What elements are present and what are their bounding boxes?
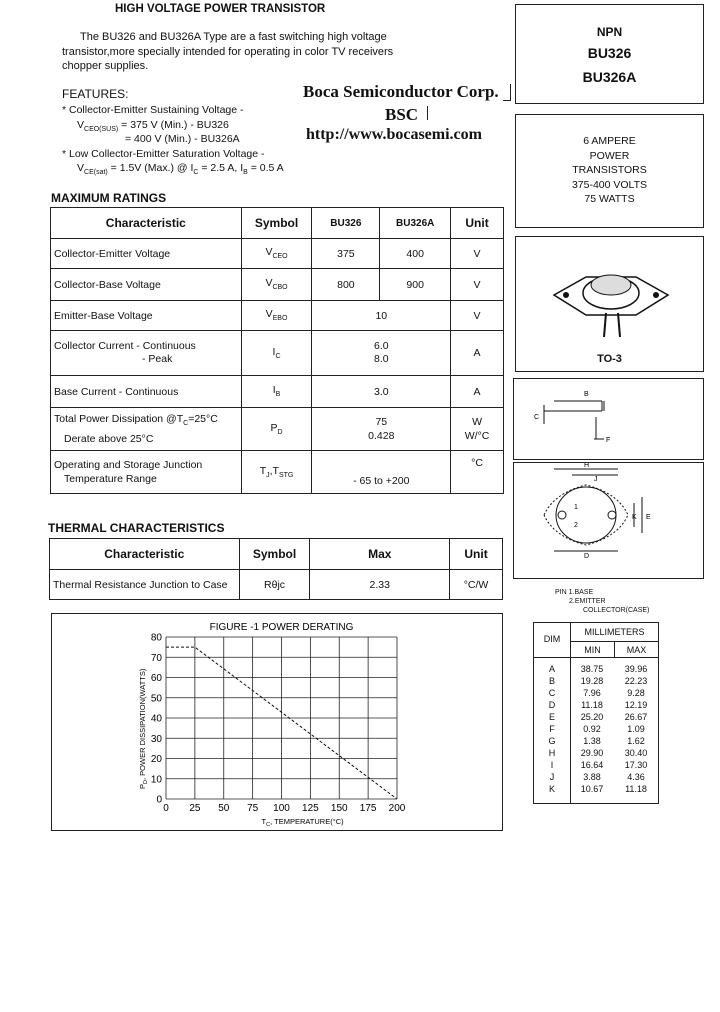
dim-label-c: C (534, 414, 540, 421)
dimensions-table-box (533, 622, 659, 804)
spec-summary (516, 134, 703, 207)
dimension-max: 1.09 (627, 724, 645, 734)
x-tick-label: 25 (189, 803, 201, 814)
table-row (51, 301, 504, 331)
cell: $V_{CEO}$ (241, 239, 312, 269)
y-tick-label: 30 (150, 733, 162, 745)
cell: 900 (380, 269, 451, 301)
dimension-dim: A (548, 664, 555, 674)
cell: 2.33 (310, 570, 450, 600)
cell: $V_{EBO}$ (241, 301, 312, 331)
cell: 10 (312, 301, 451, 331)
pin-description: PIN 1.BASE 2.EMITTER COLLECTOR(CASE) (555, 589, 650, 614)
to3-package-image (546, 255, 676, 345)
dimension-dim: H (548, 748, 556, 758)
cell: V (451, 301, 504, 331)
part-number-box (515, 4, 704, 104)
table-row (51, 451, 504, 494)
cell: 3.0 (312, 376, 451, 408)
chart-title: FIGURE -1 POWER DERATING (209, 622, 354, 633)
feature-1-value-2: = 400 V (Min.) - BU326A (125, 133, 240, 145)
cell: Operating and Storage Junction Temperature Range (51, 451, 242, 494)
cell: Thermal Resistance Junction to Case (50, 570, 240, 600)
dimension-min: 10.67 (580, 784, 604, 794)
intro-line-3: chopper supplies. (62, 60, 149, 72)
cell: Collector-Base Voltage (51, 269, 242, 301)
cell: 375 (312, 239, 380, 269)
y-tick-label: 40 (150, 713, 162, 725)
dimension-min: 19.28 (580, 676, 604, 686)
part-number-1: BU326 (587, 45, 632, 61)
dimension-row (534, 759, 658, 771)
transistor-type: NPN (596, 25, 623, 39)
dimension-dim: B (548, 676, 555, 686)
table-row (51, 239, 504, 269)
spec-summary-box (515, 114, 704, 228)
dimension-dim: K (548, 784, 555, 794)
dimension-min: 11.18 (581, 700, 603, 710)
max-ratings-heading: MAXIMUM RATINGS (51, 191, 167, 205)
feature-2-value: $V_{CE(sat)} = 1.5V$ (Max.) @ $I_C = 2.5$ A, $I_B = 0.5$ A (77, 162, 284, 177)
company-name: Boca Semiconductor Corp. (303, 82, 499, 101)
dimension-row (534, 735, 658, 747)
dimension-row (534, 675, 658, 687)
cell: 75 0.428 (312, 408, 451, 451)
cell: Emitter-Base Voltage (51, 301, 242, 331)
col-max: MAX (626, 645, 647, 655)
dimension-dim: F (549, 724, 555, 734)
cell: - 65 to +200 (312, 451, 451, 494)
dimension-dim: C (548, 688, 556, 698)
cell: V (451, 239, 504, 269)
col-max: Max (310, 539, 450, 570)
dimension-row (534, 723, 658, 735)
x-tick-label: 75 (247, 803, 259, 814)
thermal-heading: THERMAL CHARACTERISTICS (48, 521, 225, 535)
cell: Rθjc (239, 570, 310, 600)
x-tick-label: 175 (359, 803, 377, 814)
x-axis-label: $T_C$, TEMPERATURE(°C) (261, 817, 344, 828)
dimension-min: 16.64 (580, 760, 604, 770)
dimension-dim: J (549, 772, 555, 782)
thermal-table (49, 538, 503, 600)
dim-label-b: B (584, 391, 589, 398)
dimension-max: 11.18 (625, 784, 647, 794)
top-view-drawing-box (513, 462, 704, 579)
dim-label-k: K (632, 514, 637, 521)
table-row (51, 408, 504, 451)
x-tick-label: 50 (218, 803, 230, 814)
max-ratings-table (50, 207, 504, 494)
dimension-dim: E (548, 712, 555, 722)
page-title: HIGH VOLTAGE POWER TRANSISTOR (115, 3, 326, 15)
dim-label-d: D (584, 553, 590, 560)
cell: W W/°C (451, 408, 504, 451)
dimension-min: 3.88 (583, 772, 601, 782)
col-characteristic: Characteristic (50, 539, 240, 570)
cell: V (451, 269, 504, 301)
dimension-row (534, 783, 658, 795)
y-tick-label: 80 (150, 632, 162, 644)
x-tick-label: 0 (163, 803, 169, 814)
spec-line: POWER (589, 149, 630, 162)
dimension-row (534, 663, 658, 675)
intro-line-1: The BU326 and BU326A Type are a fast switching high voltage (80, 31, 387, 43)
dimension-min: 29.90 (580, 748, 604, 758)
y-tick-label: 70 (150, 652, 162, 664)
col-bu326: BU326 (312, 208, 380, 239)
intro-line-2: transistor,more specially intended for operating in color TV receivers (62, 46, 394, 58)
cell: 400 (380, 239, 451, 269)
scan-bar-mark (427, 106, 428, 120)
company-url[interactable]: http://www.bocasemi.com (306, 126, 482, 143)
dimension-dim: D (548, 700, 556, 710)
y-tick-label: 20 (150, 754, 162, 765)
dimension-row (534, 711, 658, 723)
top-view-drawing (514, 463, 703, 578)
dimension-max: 4.36 (627, 772, 645, 782)
table-header-row (50, 539, 503, 570)
x-tick-label: 100 (273, 803, 290, 814)
power-derating-chart (51, 613, 503, 831)
col-min: MIN (584, 645, 601, 655)
dim-label-h: H (584, 463, 590, 469)
table-row (51, 331, 504, 376)
cell: Collector-Emitter Voltage (51, 239, 242, 269)
dimensions-table (534, 663, 658, 795)
cell: $P_D$ (241, 408, 312, 451)
dimension-max: 17.30 (624, 760, 648, 770)
dimension-min: 0.92 (583, 724, 601, 734)
spec-line: 375-400 VOLTS (571, 178, 648, 191)
dimension-dim: I (550, 760, 554, 770)
dimension-max: 39.96 (624, 664, 648, 674)
col-dim: DIM (543, 634, 561, 644)
x-tick-label: 125 (302, 803, 319, 814)
cell: $T_J,T_{STG}$ (241, 451, 312, 494)
dimension-max: 9.28 (627, 688, 645, 698)
side-view-drawing (514, 379, 703, 459)
spec-line: 6 AMPERE (583, 135, 636, 147)
y-tick-label: 0 (156, 794, 162, 806)
feature-1: * Collector-Emitter Sustaining Voltage - (62, 104, 244, 116)
package-label: TO-3 (597, 353, 622, 365)
dim-label-e: E (646, 514, 651, 521)
cell: °C/W (450, 570, 503, 600)
table-row (50, 570, 503, 600)
x-tick-label: 150 (330, 803, 348, 814)
dimension-min: 7.96 (583, 688, 601, 698)
dimension-row (534, 747, 658, 759)
table-header-row (51, 208, 504, 239)
cell: A (451, 331, 504, 376)
dimension-row (534, 699, 658, 711)
col-symbol: Symbol (239, 539, 310, 570)
dim-label-f: F (606, 437, 611, 444)
y-tick-label: 10 (150, 774, 162, 786)
cell: Base Current - Continuous (51, 376, 242, 408)
part-number-2: BU326A (582, 69, 637, 85)
pin-label-1: 1 (574, 504, 578, 511)
col-unit: Unit (451, 208, 504, 239)
dim-label-j: J (594, 476, 598, 483)
cell: 800 (312, 269, 380, 301)
cell: A (451, 376, 504, 408)
col-millimeters: MILLIMETERS (584, 627, 645, 637)
table-row (51, 376, 504, 408)
dimension-min: 1.38 (583, 736, 601, 746)
col-unit: Unit (450, 539, 503, 570)
x-tick-label: 200 (388, 803, 406, 814)
dimension-row (534, 687, 658, 699)
dimension-max: 1.62 (627, 736, 645, 746)
cell: 6.0 8.0 (312, 331, 451, 376)
feature-1-value-1: $V_{CEO(SUS)} = 375$ V (Min.) - BU326 (77, 119, 229, 134)
table-row (51, 269, 504, 301)
col-characteristic: Characteristic (51, 208, 242, 239)
dimension-max: 22.23 (624, 676, 648, 686)
cell: Collector Current - Continuous - Peak (51, 331, 242, 376)
dimension-min: 25.20 (580, 712, 604, 722)
cell: $I_B$ (241, 376, 312, 408)
dimension-min: 38.75 (580, 664, 604, 674)
cell: $V_{CBO}$ (241, 269, 312, 301)
col-symbol: Symbol (241, 208, 312, 239)
company-abbr: BSC (385, 105, 419, 124)
cell: °C (451, 451, 504, 494)
spec-line: TRANSISTORS (572, 164, 647, 176)
cell: Total Power Dissipation $@T_C=25^\circ C$ Derate above 25°C (51, 408, 242, 451)
pin-label-2: 2 (574, 522, 578, 529)
feature-2: * Low Collector-Emitter Saturation Voltage - (62, 148, 265, 160)
y-tick-label: 60 (150, 673, 162, 684)
side-view-drawing-box (513, 378, 704, 460)
dimension-dim: G (548, 736, 556, 746)
features-heading: FEATURES: (62, 87, 129, 101)
cell: $I_C$ (241, 331, 312, 376)
dimension-max: 30.40 (624, 748, 648, 758)
spec-line: 75 WATTS (584, 193, 635, 205)
dimension-max: 26.67 (624, 712, 648, 722)
y-tick-label: 50 (150, 693, 162, 705)
package-box (515, 236, 704, 372)
scan-bracket-mark (503, 84, 511, 101)
dimension-row (534, 771, 658, 783)
col-bu326a: BU326A (380, 208, 451, 239)
dimension-max: 12.19 (624, 700, 648, 710)
y-axis-label: $P_D$, POWER DISSIPATION(WATTS) (138, 668, 149, 789)
